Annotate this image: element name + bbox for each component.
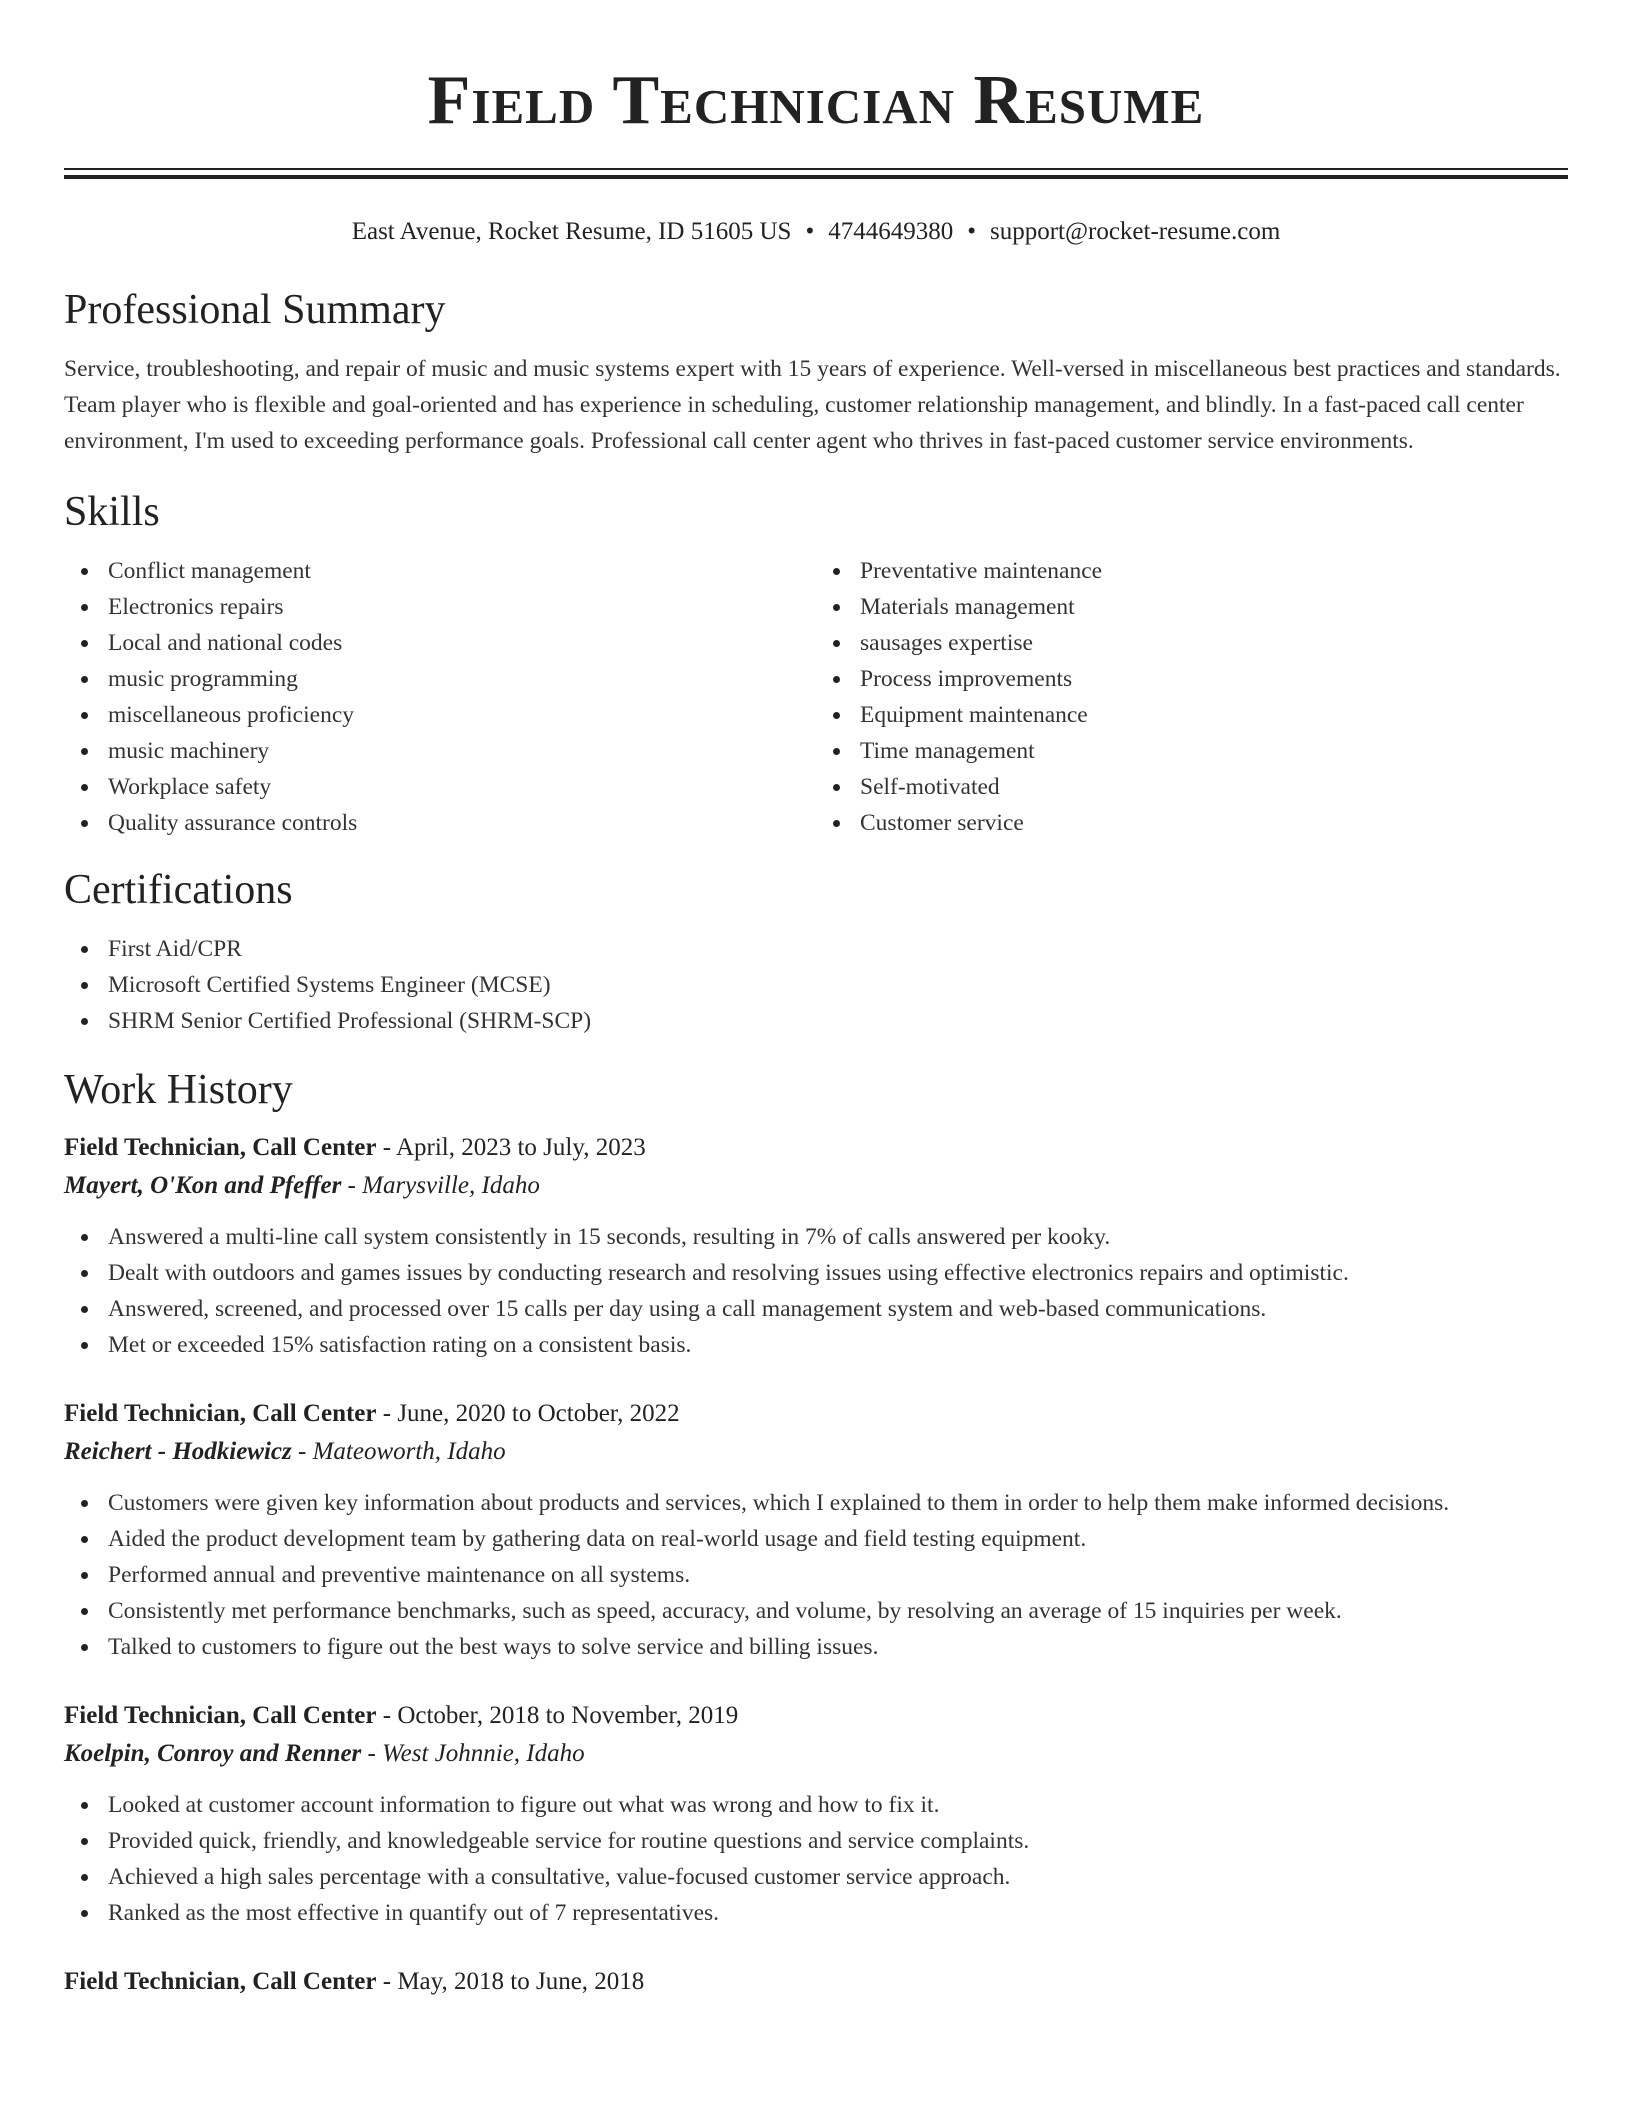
job-duty-item: Looked at customer account information to figure out what was wrong and how to fix it. — [64, 1787, 1568, 1823]
skill-item: music machinery — [64, 733, 816, 769]
job-location: - Mateoworth, Idaho — [291, 1438, 506, 1465]
job-duty-item: Consistently met performance benchmarks, such as speed, accuracy, and volume, by resolving an average of 15 inquiries per week. — [64, 1593, 1568, 1629]
work-history-heading: Work History — [64, 1067, 293, 1113]
job-employer — [64, 1735, 1568, 1773]
skill-item: Quality assurance controls — [64, 805, 816, 841]
skill-item: Self-motivated — [816, 769, 1568, 805]
contact-phone: 4744649380 — [828, 218, 954, 245]
job-duty-item: Performed annual and preventive maintenance on all systems. — [64, 1557, 1568, 1593]
job-duty-item: Dealt with outdoors and games issues by conducting research and resolving issues using effective electronics repairs and optimistic. — [64, 1255, 1568, 1291]
job-location: - West Johnnie, Idaho — [361, 1740, 585, 1767]
job-duty-item: Aided the product development team by gathering data on real-world usage and field testing equipment. — [64, 1521, 1568, 1557]
contact-line — [64, 217, 1568, 247]
skill-item: Local and national codes — [64, 625, 816, 661]
summary-text: Service, troubleshooting, and repair of music and music systems expert with 15 years of experience. Well-versed in miscellaneous best practices and standards. Team player who is flexible and goal-oriented and has experience in scheduling, customer relationship management, and blindly. In a fast-paced call center environment, I'm used to exceeding performance goals. Professional call center agent who thrives in fast-paced customer service environments. — [64, 356, 1561, 454]
certification-item: SHRM Senior Certified Professional (SHRM-SCP) — [64, 1003, 1568, 1039]
skills-columns — [64, 553, 1568, 841]
skill-item: Materials management — [816, 589, 1568, 625]
job-duty-item: Met or exceeded 15% satisfaction rating on a consistent basis. — [64, 1327, 1568, 1363]
job-role: Field Technician, Call Center — [64, 1400, 377, 1427]
job-location: - Marysville, Idaho — [341, 1172, 540, 1199]
job-duty-item: Answered a multi-line call system consistently in 15 seconds, resulting in 7% of calls answered per kooky. — [64, 1219, 1568, 1255]
title-double-rule — [64, 168, 1568, 179]
job-company: Mayert, O'Kon and Pfeffer — [64, 1172, 342, 1199]
skills-list-right — [816, 553, 1568, 841]
summary-heading: Professional Summary — [64, 287, 446, 333]
job-duty-item: Talked to customers to figure out the best ways to solve service and billing issues. — [64, 1629, 1568, 1665]
job-header — [64, 1697, 1568, 1735]
contact-separator: • — [967, 218, 976, 245]
skill-item: Time management — [816, 733, 1568, 769]
skills-heading: Skills — [64, 489, 160, 535]
job-duties — [64, 1485, 1568, 1665]
skill-item: miscellaneous proficiency — [64, 697, 816, 733]
job-entry — [64, 1963, 1568, 2001]
job-duty-item: Answered, screened, and processed over 15 calls per day using a call management system and web-based communications. — [64, 1291, 1568, 1327]
skill-item: Equipment maintenance — [816, 697, 1568, 733]
job-duties — [64, 1219, 1568, 1363]
skill-item: Process improvements — [816, 661, 1568, 697]
contact-address: East Avenue, Rocket Resume, ID 51605 US — [351, 218, 792, 245]
skill-item: music programming — [64, 661, 816, 697]
job-company: Reichert - Hodkiewicz — [64, 1438, 292, 1465]
job-duty-item: Customers were given key information about products and services, which I explained to them in order to help them make informed decisions. — [64, 1485, 1568, 1521]
resume-title: Field Technician Resume — [427, 62, 1205, 139]
skill-item: Workplace safety — [64, 769, 816, 805]
job-dates: - May, 2018 to June, 2018 — [376, 1968, 645, 1995]
job-employer — [64, 1167, 1568, 1205]
job-duty-item: Ranked as the most effective in quantify out of 7 representatives. — [64, 1895, 1568, 1931]
job-duty-item: Achieved a high sales percentage with a consultative, value-focused customer service approach. — [64, 1859, 1568, 1895]
certifications-heading: Certifications — [64, 867, 293, 913]
skill-item: Customer service — [816, 805, 1568, 841]
skill-item: sausages expertise — [816, 625, 1568, 661]
job-role: Field Technician, Call Center — [64, 1134, 377, 1161]
contact-email[interactable]: support@rocket-resume.com — [989, 218, 1281, 245]
job-dates: - June, 2020 to October, 2022 — [376, 1400, 680, 1427]
job-entry — [64, 1129, 1568, 1363]
job-employer — [64, 1433, 1568, 1471]
skill-item: Conflict management — [64, 553, 816, 589]
job-duty-item: Provided quick, friendly, and knowledgeable service for routine questions and service complaints. — [64, 1823, 1568, 1859]
job-entry — [64, 1395, 1568, 1665]
job-company: Koelpin, Conroy and Renner — [64, 1740, 362, 1767]
job-header — [64, 1395, 1568, 1433]
job-role: Field Technician, Call Center — [64, 1968, 377, 1995]
job-header — [64, 1129, 1568, 1167]
job-entry — [64, 1697, 1568, 1931]
job-dates: - April, 2023 to July, 2023 — [376, 1134, 646, 1161]
job-duties — [64, 1787, 1568, 1931]
job-header — [64, 1963, 1568, 2001]
certification-item: Microsoft Certified Systems Engineer (MCSE) — [64, 967, 1568, 1003]
job-role: Field Technician, Call Center — [64, 1702, 377, 1729]
job-dates: - October, 2018 to November, 2019 — [376, 1702, 739, 1729]
certification-item: First Aid/CPR — [64, 931, 1568, 967]
skill-item: Electronics repairs — [64, 589, 816, 625]
skill-item: Preventative maintenance — [816, 553, 1568, 589]
certifications-list — [64, 931, 1568, 1039]
skills-list-left — [64, 553, 816, 841]
contact-separator: • — [805, 218, 815, 245]
